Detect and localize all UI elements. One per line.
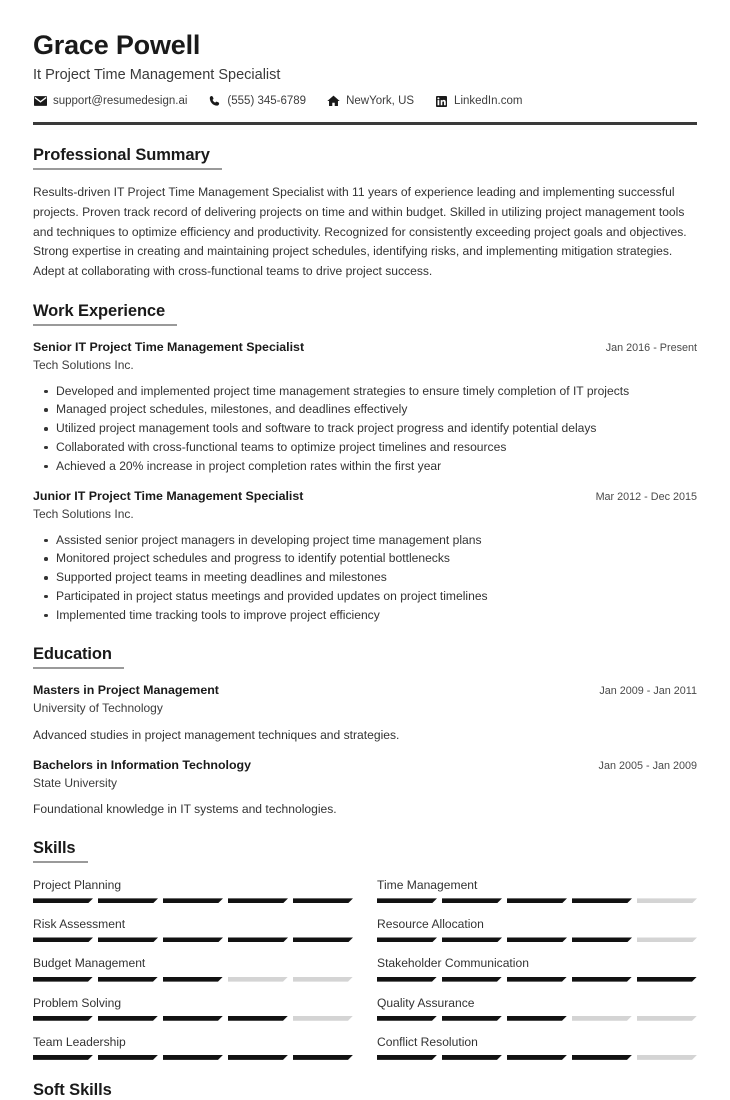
skill-level-segment [98, 977, 158, 982]
skill-level-bar [33, 1016, 353, 1021]
skill-level-segment [228, 1055, 288, 1060]
experience-bullet: Utilized project management tools and software to track project progress and identify potential delays [56, 419, 697, 438]
section-skills [33, 839, 697, 1072]
skill-item [377, 1033, 697, 1060]
section-professional-summary [33, 146, 697, 281]
contact-email-label: support@resumedesign.ai [53, 95, 188, 108]
skill-level-segment [637, 1016, 697, 1021]
skill-label: Resource Allocation [377, 917, 484, 932]
experience-date-range: Mar 2012 - Dec 2015 [595, 491, 697, 504]
contact-phone-label: (555) 345-6789 [227, 95, 307, 108]
envelope-icon [33, 95, 47, 107]
skill-level-segment [98, 898, 158, 903]
skill-level-segment [442, 898, 502, 903]
skill-item [33, 954, 353, 981]
skill-item [33, 994, 353, 1021]
skill-level-segment [163, 977, 223, 982]
skill-level-segment [98, 1055, 158, 1060]
experience-bullet-list [33, 531, 697, 625]
skill-label: Stakeholder Communication [377, 956, 529, 971]
skill-level-bar [377, 898, 697, 903]
skill-level-segment [377, 1016, 437, 1021]
education-description: Advanced studies in project management techniques and strategies. [33, 727, 400, 742]
contact-linkedin[interactable] [434, 95, 522, 107]
skill-level-segment [33, 1055, 93, 1060]
skill-level-segment [572, 898, 632, 903]
education-entry-head [33, 757, 697, 773]
contact-linkedin-label: LinkedIn.com [454, 95, 523, 108]
section-title-soft-skills: Soft Skills [33, 1080, 112, 1099]
skill-level-segment [293, 937, 353, 942]
skill-level-bar [377, 937, 697, 942]
skill-level-segment [33, 1016, 93, 1021]
skill-level-segment [293, 977, 353, 982]
skill-level-segment [293, 1016, 353, 1021]
skill-item [377, 876, 697, 903]
skill-level-segment [228, 937, 288, 942]
skill-level-segment [442, 1055, 502, 1060]
experience-job-title: Junior IT Project Time Management Specialist [33, 489, 304, 504]
contact-location-label: NewYork, US [346, 95, 415, 108]
summary-text: Results-driven IT Project Time Management Specialist with 11 years of experience leading and implementing successful projects. Proven track record of delivering projects on time and within budget. Skilled in utilizing project management tools and techniques to optimize efficiency and productivity. Recognized for consistently exceeding project goals and objectives. Strong expertise in creating and maintaining project schedules, identifying risks, and implementing mitigation strategies. Adept at collaborating with cross-functional teams to drive project success. [33, 185, 687, 278]
candidate-headline: It Project Time Management Specialist [33, 67, 281, 84]
education-description: Foundational knowledge in IT systems and technologies. [33, 802, 337, 817]
experience-bullet: Participated in project status meetings and provided updates on project timelines [56, 587, 697, 606]
skill-level-segment [507, 1016, 567, 1021]
skill-level-segment [637, 937, 697, 942]
header-divider [33, 122, 697, 125]
skill-level-segment [377, 898, 437, 903]
skill-level-segment [228, 1016, 288, 1021]
section-title-experience: Work Experience [33, 302, 177, 326]
skill-level-segment [507, 977, 567, 982]
experience-company: Tech Solutions Inc. [33, 358, 134, 373]
skill-level-bar [377, 1055, 697, 1060]
section-title-wrap-summary [33, 146, 222, 170]
experience-job-title: Senior IT Project Time Management Specialist [33, 340, 305, 355]
education-degree: Bachelors in Information Technology [33, 757, 252, 772]
skill-level-segment [637, 1055, 697, 1060]
skill-label: Quality Assurance [377, 995, 475, 1010]
section-title-wrap-skills [33, 839, 88, 863]
experience-entry [33, 339, 697, 475]
section-title-education: Education [33, 645, 124, 669]
experience-company: Tech Solutions Inc. [33, 507, 134, 522]
skill-level-segment [637, 977, 697, 982]
skill-level-segment [228, 898, 288, 903]
skill-level-segment [637, 898, 697, 903]
skill-label: Budget Management [33, 956, 146, 971]
experience-entry-head [33, 488, 697, 504]
skill-level-bar [33, 977, 353, 982]
section-work-experience [33, 302, 697, 624]
skills-grid [33, 876, 697, 1072]
skill-level-segment [98, 1016, 158, 1021]
section-title-wrap-experience [33, 302, 177, 326]
contact-row [33, 95, 697, 107]
experience-bullet: Supported project teams in meeting deadlines and milestones [56, 568, 697, 587]
education-degree: Masters in Project Management [33, 683, 219, 698]
skill-level-bar [33, 1055, 353, 1060]
education-entry [33, 682, 697, 743]
skill-label: Team Leadership [33, 1034, 126, 1049]
skill-level-segment [33, 937, 93, 942]
skill-item [33, 876, 353, 903]
contact-phone[interactable] [207, 95, 306, 107]
education-entry-head [33, 682, 697, 698]
experience-bullet: Collaborated with cross-functional teams to optimize project timelines and resources [56, 438, 697, 457]
section-title-summary: Professional Summary [33, 146, 222, 170]
skill-label: Conflict Resolution [377, 1034, 478, 1049]
skill-level-segment [228, 977, 288, 982]
skill-label: Problem Solving [33, 995, 122, 1010]
skill-level-segment [442, 977, 502, 982]
skill-label: Risk Assessment [33, 917, 126, 932]
candidate-name: Grace Powell [33, 30, 201, 60]
contact-location[interactable] [326, 95, 414, 107]
skill-level-segment [163, 1055, 223, 1060]
contact-email[interactable] [33, 95, 187, 107]
skill-level-segment [293, 1055, 353, 1060]
experience-bullet: Assisted senior project managers in developing project time management plans [56, 531, 697, 550]
experience-bullet: Developed and implemented project time management strategies to ensure timely completion of IT projects [56, 382, 697, 401]
skill-level-segment [377, 937, 437, 942]
home-icon [326, 95, 340, 107]
skill-level-segment [507, 898, 567, 903]
skill-level-bar [377, 1016, 697, 1021]
skill-item [33, 915, 353, 942]
skill-level-segment [377, 977, 437, 982]
skill-level-segment [572, 1016, 632, 1021]
section-title-skills: Skills [33, 839, 88, 863]
skill-level-segment [33, 898, 93, 903]
education-date-range: Jan 2009 - Jan 2011 [599, 685, 697, 698]
education-entry [33, 757, 697, 818]
skill-item [33, 1033, 353, 1060]
experience-bullet: Achieved a 20% increase in project completion rates within the first year [56, 457, 697, 476]
skill-item [377, 954, 697, 981]
phone-icon [207, 95, 221, 107]
skill-level-segment [98, 937, 158, 942]
skill-level-bar [377, 977, 697, 982]
skill-level-segment [572, 937, 632, 942]
linkedin-icon [434, 95, 448, 107]
skill-level-bar [33, 937, 353, 942]
skill-label: Project Planning [33, 878, 122, 893]
experience-entry-head [33, 339, 697, 355]
experience-date-range: Jan 2016 - Present [605, 342, 697, 355]
skill-level-bar [33, 898, 353, 903]
skill-level-segment [377, 1055, 437, 1060]
skill-item [377, 994, 697, 1021]
skill-level-segment [572, 1055, 632, 1060]
experience-entry [33, 488, 697, 624]
experience-bullet: Monitored project schedules and progress to identify potential bottlenecks [56, 549, 697, 568]
resume-header [33, 0, 697, 125]
skill-label: Time Management [377, 878, 478, 893]
section-title-wrap-education [33, 645, 124, 669]
skill-level-segment [507, 937, 567, 942]
skill-level-segment [163, 937, 223, 942]
experience-bullet: Implemented time tracking tools to improve project efficiency [56, 606, 697, 625]
skill-level-segment [442, 937, 502, 942]
skill-level-segment [33, 977, 93, 982]
education-school: University of Technology [33, 701, 163, 716]
skill-item [377, 915, 697, 942]
skill-level-segment [293, 898, 353, 903]
skill-level-segment [163, 898, 223, 903]
section-education [33, 645, 697, 818]
skill-level-segment [442, 1016, 502, 1021]
experience-bullet-list [33, 382, 697, 476]
skill-level-segment [572, 977, 632, 982]
education-school: State University [33, 775, 118, 790]
skill-level-segment [163, 1016, 223, 1021]
experience-bullet: Managed project schedules, milestones, and deadlines effectively [56, 400, 697, 419]
skill-level-segment [507, 1055, 567, 1060]
education-date-range: Jan 2005 - Jan 2009 [598, 759, 697, 772]
